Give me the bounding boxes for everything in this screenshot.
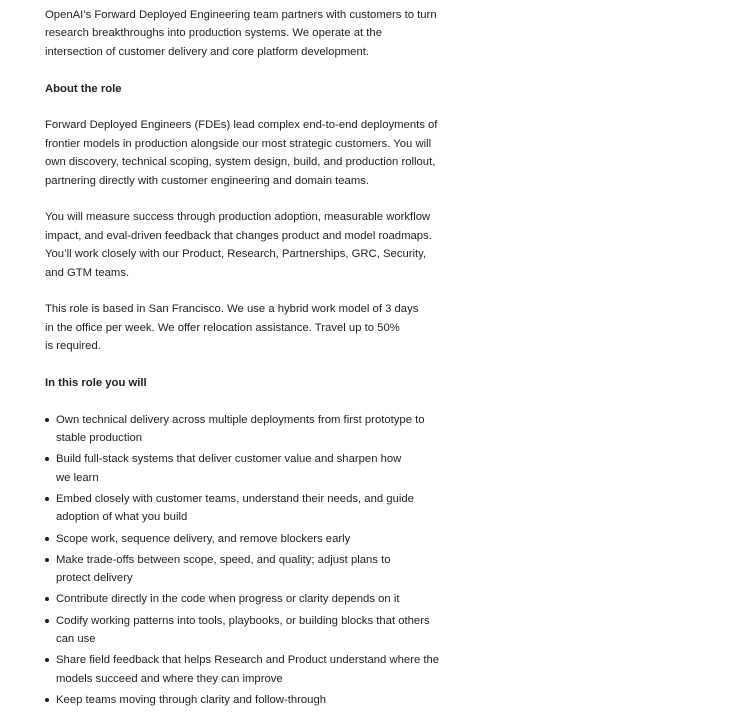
about-role-heading: About the role	[45, 82, 122, 95]
list-item: Make trade-offs between scope, speed, and quality; adjust plans to protect delivery	[45, 551, 455, 588]
job-description-content	[45, 6, 455, 712]
responsibilities-list	[45, 411, 455, 709]
intro-paragraph: OpenAI’s Forward Deployed Engineering team partners with customers to turn research breakthroughs into production systems. We operate at the intersection of customer delivery and core platform development.	[45, 9, 437, 58]
list-item: Build full-stack systems that deliver customer value and sharpen how we learn	[45, 450, 455, 487]
list-item: Embed closely with customer teams, understand their needs, and guide adoption of what you build	[45, 490, 455, 527]
list-item: Own technical delivery across multiple deployments from first prototype to stable production	[45, 411, 455, 448]
list-item: Scope work, sequence delivery, and remove blockers early	[45, 530, 455, 548]
list-item: Codify working patterns into tools, playbooks, or building blocks that others can use	[45, 612, 455, 649]
about-paragraph-1: Forward Deployed Engineers (FDEs) lead complex end-to-end deployments of frontier models in production alongside our most strategic customers. You will own discovery, technical scoping, system design, build, and production rollout, partnering directly with customer engineering and domain teams.	[45, 119, 438, 187]
about-paragraph-3: This role is based in San Francisco. We use a hybrid work model of 3 days in the office per week. We offer relocation assistance. Travel up to 50% is required.	[45, 303, 419, 353]
spacer	[45, 98, 455, 116]
list-item: Keep teams moving through clarity and follow-through	[45, 691, 455, 709]
spacer	[45, 392, 455, 410]
spacer	[45, 190, 455, 208]
spacer	[45, 282, 455, 300]
spacer	[45, 356, 455, 374]
list-item: Share field feedback that helps Research and Product understand where the models succeed and where they can improve	[45, 651, 455, 688]
list-item: Contribute directly in the code when progress or clarity depends on it	[45, 590, 455, 608]
spacer	[45, 61, 455, 79]
about-paragraph-2: You will measure success through production adoption, measurable workflow impact, and eval-driven feedback that changes product and model roadmaps. You’ll work closely with our Product, Research, Partnerships, GRC, Security, and GTM teams.	[45, 211, 432, 279]
in-this-role-heading: In this role you will	[45, 377, 147, 390]
